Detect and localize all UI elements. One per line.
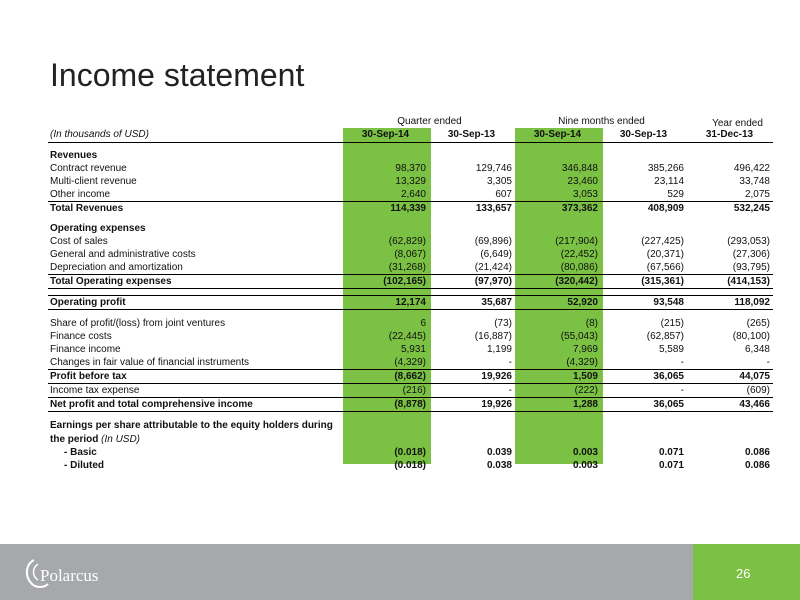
spacer-cell — [343, 411, 429, 418]
table-row — [48, 128, 773, 142]
empty-cell — [429, 222, 515, 235]
cell-value: 607 — [495, 189, 512, 200]
row-label: Share of profit/(loss) from joint ventures — [50, 317, 226, 329]
row-label: - Basic — [64, 447, 97, 458]
cell-value: - — [508, 384, 512, 396]
cell-value: 23,114 — [654, 176, 684, 187]
cell-value: 93,548 — [601, 296, 687, 310]
cell-value: (293,053) — [727, 236, 770, 247]
cell-value: 532,245 — [687, 202, 773, 216]
cell-value: 5,589 — [658, 343, 684, 355]
table-row — [48, 215, 773, 222]
cell-value: (31,268) — [388, 262, 426, 273]
cell-value: (22,452) — [560, 249, 598, 260]
units-label: (In thousands of USD) — [48, 128, 343, 142]
empty-cell — [343, 222, 429, 235]
page-number: 26 — [736, 566, 751, 581]
table-row — [48, 356, 773, 370]
table-row — [48, 310, 773, 317]
page-title: Income statement — [50, 57, 305, 93]
cell-value: (93,795) — [732, 262, 770, 273]
cell-value: 35,687 — [429, 296, 515, 310]
cell-value: 408,909 — [601, 202, 687, 216]
column-header: 30-Sep-13 — [601, 128, 687, 142]
cell-value: (8,067) — [394, 249, 426, 260]
cell-value: 0.071 — [658, 460, 684, 471]
row-label: General and administrative costs — [50, 249, 196, 260]
cell-value: 1,288 — [515, 397, 601, 411]
cell-value: 133,657 — [429, 202, 515, 216]
table-row — [48, 188, 773, 202]
row-label: Finance income — [50, 343, 121, 355]
cell-value: 3,053 — [572, 189, 598, 200]
table-row — [48, 289, 773, 296]
cell-value: (315,361) — [601, 275, 687, 289]
cell-value: - — [680, 356, 684, 368]
cell-value: 6 — [420, 317, 426, 329]
empty-cell — [343, 418, 429, 432]
column-header: 30-Sep-13 — [429, 128, 515, 142]
cell-value: 0.086 — [744, 447, 770, 458]
spacer-cell — [429, 142, 515, 149]
cell-value: 496,422 — [733, 163, 770, 174]
table-row — [48, 369, 773, 383]
cell-value: (4,329) — [566, 356, 598, 368]
cell-value: (216) — [402, 384, 426, 396]
table-row — [48, 149, 773, 162]
table-row — [48, 418, 773, 432]
row-label: Total Revenues — [48, 202, 343, 216]
table-row — [48, 317, 773, 330]
cell-value: 19,926 — [429, 369, 515, 383]
empty-cell — [515, 149, 601, 162]
eps-heading-line2 — [48, 432, 343, 446]
cell-value: 43,466 — [687, 397, 773, 411]
cell-value: (21,424) — [474, 262, 512, 273]
table-row — [48, 446, 773, 459]
table-row — [48, 343, 773, 356]
spacer-cell — [515, 215, 601, 222]
column-header: 30-Sep-14 — [515, 128, 601, 142]
row-label: Operating profit — [48, 296, 343, 310]
spacer-cell — [48, 142, 343, 149]
eps-unit-label: (In USD) — [101, 433, 141, 445]
income-statement-table — [48, 128, 773, 472]
cell-value: (8,662) — [343, 369, 429, 383]
table-row — [48, 142, 773, 149]
spacer-cell — [601, 310, 687, 317]
cell-value: 385,266 — [647, 163, 684, 174]
cell-value: (227,425) — [641, 236, 684, 247]
cell-value: (62,857) — [646, 330, 684, 342]
cell-value: 7,969 — [572, 343, 598, 355]
spacer-cell — [48, 289, 343, 296]
cell-value: 36,065 — [601, 369, 687, 383]
spacer-cell — [687, 289, 773, 296]
cell-value: 346,848 — [561, 163, 598, 174]
spacer-cell — [48, 215, 343, 222]
cell-value: - — [680, 384, 684, 396]
table-row — [48, 397, 773, 411]
eps-period-label: the period — [50, 433, 99, 445]
cell-value: (222) — [574, 384, 598, 396]
cell-value: (67,566) — [646, 262, 684, 273]
row-label: - Diluted — [64, 460, 104, 471]
cell-value: 23,460 — [567, 176, 598, 187]
spacer-cell — [343, 289, 429, 296]
spacer-cell — [48, 310, 343, 317]
table-row — [48, 383, 773, 397]
empty-cell — [429, 432, 515, 446]
column-header: 31-Dec-13 — [687, 128, 773, 142]
empty-cell — [429, 149, 515, 162]
cell-value: 52,920 — [515, 296, 601, 310]
table-row — [48, 222, 773, 235]
table-row — [48, 275, 773, 289]
cell-value: (265) — [746, 317, 770, 329]
spacer-cell — [429, 215, 515, 222]
spacer-cell — [601, 142, 687, 149]
table-row — [48, 432, 773, 446]
cell-value: 0.086 — [744, 460, 770, 471]
spacer-cell — [515, 411, 601, 418]
cell-value: 0.003 — [572, 460, 598, 471]
empty-cell — [601, 149, 687, 162]
spacer-cell — [687, 215, 773, 222]
cell-value: (55,043) — [560, 330, 598, 342]
table-row — [48, 261, 773, 275]
empty-cell — [343, 149, 429, 162]
empty-cell — [687, 222, 773, 235]
table-row — [48, 411, 773, 418]
cell-value: 44,075 — [687, 369, 773, 383]
spacer-cell — [601, 411, 687, 418]
spacer-cell — [429, 310, 515, 317]
row-label: Multi-client revenue — [50, 176, 137, 187]
spacer-cell — [343, 142, 429, 149]
row-label: Cost of sales — [50, 236, 108, 247]
empty-cell — [601, 432, 687, 446]
spacer-cell — [515, 310, 601, 317]
empty-cell — [515, 222, 601, 235]
table-row — [48, 202, 773, 216]
cell-value: (73) — [494, 317, 512, 329]
table-row — [48, 162, 773, 175]
table-row — [48, 296, 773, 310]
row-label: Total Operating expenses — [48, 275, 343, 289]
cell-value: 6,348 — [744, 343, 770, 355]
cell-value: - — [508, 356, 512, 368]
cell-value: 129,746 — [475, 163, 512, 174]
row-label: Income tax expense — [50, 384, 140, 396]
row-label: Depreciation and amortization — [50, 262, 183, 273]
group-header-year: Year ended — [712, 118, 763, 129]
spacer-cell — [515, 142, 601, 149]
cell-value: (22,445) — [388, 330, 426, 342]
group-header-nine-months: Nine months ended — [558, 116, 645, 127]
section-heading: Revenues — [50, 150, 98, 161]
cell-value: (62,829) — [388, 236, 426, 247]
brand-name: Polarcus — [40, 566, 99, 585]
row-label: Other income — [50, 189, 111, 200]
cell-value: (0.018) — [394, 447, 426, 458]
cell-value: (414,153) — [687, 275, 773, 289]
cell-value: (609) — [746, 384, 770, 396]
cell-value: (27,306) — [732, 249, 770, 260]
row-label: Profit before tax — [48, 369, 343, 383]
table-row — [48, 459, 773, 472]
cell-value: (80,086) — [560, 262, 598, 273]
empty-cell — [515, 418, 601, 432]
empty-cell — [429, 418, 515, 432]
spacer-cell — [601, 289, 687, 296]
table-row — [48, 330, 773, 343]
cell-value: 33,748 — [739, 176, 770, 187]
spacer-cell — [515, 289, 601, 296]
cell-value: (8,878) — [343, 397, 429, 411]
cell-value: - — [766, 356, 770, 368]
spacer-cell — [343, 215, 429, 222]
cell-value: (69,896) — [474, 236, 512, 247]
cell-value: 1,199 — [486, 343, 512, 355]
cell-value: (4,329) — [394, 356, 426, 368]
cell-value: (8) — [585, 317, 598, 329]
spacer-cell — [687, 411, 773, 418]
cell-value: 0.039 — [486, 447, 512, 458]
cell-value: 19,926 — [429, 397, 515, 411]
cell-value: (0.018) — [394, 460, 426, 471]
cell-value: 98,370 — [395, 163, 426, 174]
cell-value: 373,362 — [515, 202, 601, 216]
cell-value: 0.003 — [572, 447, 598, 458]
spacer-cell — [48, 411, 343, 418]
cell-value: 529 — [667, 189, 684, 200]
section-heading: Operating expenses — [50, 223, 146, 234]
row-label: Contract revenue — [50, 163, 127, 174]
empty-cell — [687, 432, 773, 446]
cell-value: (215) — [660, 317, 684, 329]
cell-value: (97,970) — [429, 275, 515, 289]
cell-value: (217,904) — [555, 236, 598, 247]
cell-value: 2,075 — [744, 189, 770, 200]
spacer-cell — [687, 310, 773, 317]
spacer-cell — [687, 142, 773, 149]
empty-cell — [343, 432, 429, 446]
cell-value: (16,887) — [474, 330, 512, 342]
table-row — [48, 175, 773, 188]
row-label: Changes in fair value of financial instruments — [50, 356, 249, 368]
cell-value: 13,329 — [395, 176, 426, 187]
cell-value: (6,649) — [480, 249, 512, 260]
cell-value: 0.071 — [658, 447, 684, 458]
empty-cell — [515, 432, 601, 446]
cell-value: (320,442) — [515, 275, 601, 289]
spacer-cell — [601, 215, 687, 222]
cell-value: 1,509 — [515, 369, 601, 383]
cell-value: 0.038 — [486, 460, 512, 471]
column-header: 30-Sep-14 — [343, 128, 429, 142]
empty-cell — [687, 418, 773, 432]
cell-value: 2,640 — [400, 189, 426, 200]
row-label: Net profit and total comprehensive income — [48, 397, 343, 411]
eps-heading: Earnings per share attributable to the equity holders during — [50, 419, 333, 431]
cell-value: 3,305 — [486, 176, 512, 187]
cell-value: (80,100) — [732, 330, 770, 342]
empty-cell — [601, 418, 687, 432]
cell-value: (102,165) — [343, 275, 429, 289]
cell-value: 114,339 — [343, 202, 429, 216]
empty-cell — [687, 149, 773, 162]
cell-value: 36,065 — [601, 397, 687, 411]
table-row — [48, 248, 773, 261]
table-row — [48, 235, 773, 248]
row-label: Finance costs — [50, 330, 112, 342]
spacer-cell — [429, 411, 515, 418]
spacer-cell — [429, 289, 515, 296]
cell-value: 12,174 — [343, 296, 429, 310]
cell-value: (20,371) — [646, 249, 684, 260]
empty-cell — [601, 222, 687, 235]
spacer-cell — [343, 310, 429, 317]
group-header-quarter: Quarter ended — [397, 116, 462, 127]
cell-value: 5,931 — [400, 343, 426, 355]
cell-value: 118,092 — [687, 296, 773, 310]
